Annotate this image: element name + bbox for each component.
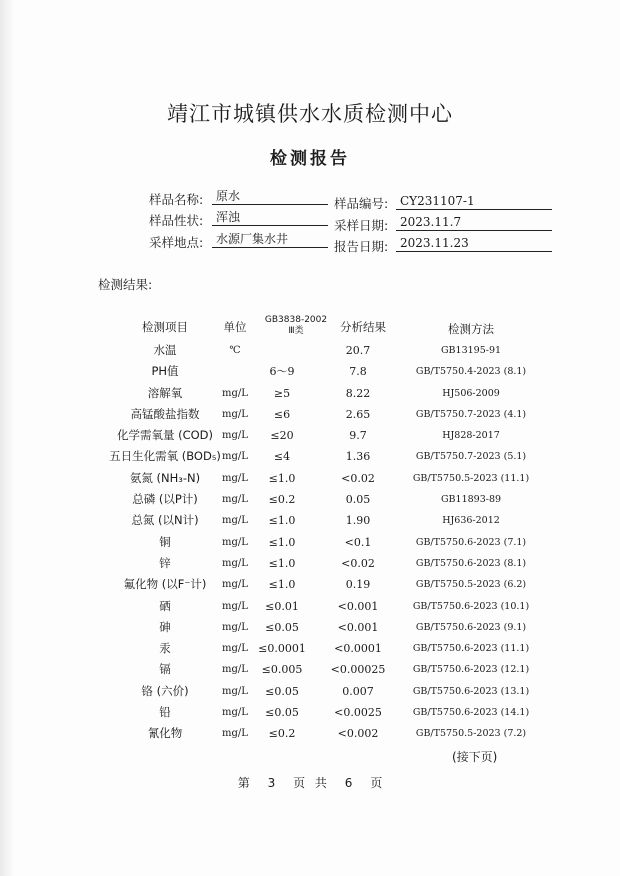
row-standard: ≤0.01 (265, 599, 299, 613)
row-unit: mg/L (222, 707, 248, 719)
row-result: 2.65 (345, 407, 371, 421)
row-standard: ≥5 (273, 386, 291, 400)
row-result: <0.02 (341, 556, 375, 570)
row-standard: ≤1.0 (268, 471, 296, 485)
row-result: 0.05 (345, 493, 371, 507)
report-date-label: 报告日期: (334, 239, 389, 254)
row-item: 铜 (159, 534, 171, 549)
table-row (0, 574, 620, 595)
table-row (0, 638, 620, 659)
row-standard: 6～9 (269, 365, 295, 379)
row-standard: ≤0.05 (265, 706, 299, 720)
row-result: 1.36 (345, 450, 371, 464)
row-method: GB/T5750.6-2023 (12.1) (412, 664, 530, 676)
footer-current-page: 3 (267, 776, 276, 790)
row-standard: ≤1.0 (268, 535, 296, 549)
row-item: 镉 (159, 662, 171, 677)
table-row (0, 446, 620, 467)
sampling-location-value: 水源厂集水井 (212, 232, 328, 248)
continued-note: (接下页) (452, 750, 498, 764)
report-date-value: 2023.11.23 (396, 236, 552, 252)
row-method: GB/T5750.5-2023 (7.2) (415, 728, 527, 740)
table-row (0, 596, 620, 617)
table-row (0, 425, 620, 446)
table-row (0, 468, 620, 489)
row-method: GB/T5750.7-2023 (4.1) (415, 408, 527, 420)
footer-prefix: 第 (237, 776, 250, 790)
row-unit: mg/L (222, 728, 248, 740)
sample-trait-value: 浑浊 (212, 210, 328, 226)
row-standard: ≤0.2 (268, 493, 296, 507)
row-method: GB/T5750.5-2023 (6.2) (415, 579, 527, 591)
row-result: <0.1 (344, 535, 372, 549)
header-unit: 单位 (223, 320, 247, 334)
row-unit: mg/L (222, 472, 248, 484)
row-item: 氟化物 (以F⁻计) (123, 577, 207, 592)
table-row (0, 723, 620, 744)
row-method: GB/T5750.7-2023 (5.1) (415, 451, 527, 463)
row-method: HJ636-2012 (442, 515, 500, 527)
header-standard-line2: Ⅲ类 (288, 326, 304, 336)
row-item: PH值 (151, 364, 179, 379)
row-method: GB/T5750.6-2023 (11.1) (412, 643, 530, 655)
row-method: GB/T5750.6-2023 (7.1) (415, 536, 527, 548)
table-row (0, 532, 620, 553)
row-unit: mg/L (222, 685, 248, 697)
row-result: <0.02 (341, 471, 375, 485)
row-unit: mg/L (222, 408, 248, 420)
row-result: 8.22 (345, 386, 371, 400)
footer-suffix: 页 (370, 776, 383, 790)
sampling-date-value: 2023.11.7 (396, 215, 552, 231)
row-item: 化学需氧量 (COD) (116, 428, 214, 443)
row-method: GB/T5750.6-2023 (8.1) (415, 557, 527, 569)
row-item: 砷 (159, 619, 171, 634)
table-row (0, 510, 620, 531)
results-label: 检测结果: (98, 277, 153, 292)
table-row (0, 702, 620, 723)
row-method: GB/T5750.6-2023 (10.1) (412, 600, 530, 612)
sampling-location-label: 采样地点: (149, 235, 204, 250)
sample-name-label: 样品名称: (149, 192, 204, 207)
row-result: <0.002 (337, 727, 379, 741)
row-unit: mg/L (222, 451, 248, 463)
table-row (0, 383, 620, 404)
results-table-body (0, 340, 620, 745)
row-result: <0.00025 (330, 663, 386, 677)
row-unit: mg/L (222, 579, 248, 591)
table-row (0, 340, 620, 361)
row-result: <0.0001 (334, 642, 382, 656)
row-method: HJ828-2017 (442, 430, 500, 442)
row-result: 9.7 (349, 429, 367, 443)
row-item: 高锰酸盐指数 (130, 406, 200, 421)
row-item: 锌 (159, 555, 171, 570)
row-unit: mg/L (222, 600, 248, 612)
row-item: 铬 (六价) (141, 683, 189, 698)
sample-trait-label: 样品性状: (149, 213, 204, 228)
row-result: <0.001 (337, 599, 379, 613)
row-item: 氨氮 (NH₃-N) (129, 470, 201, 485)
row-method: GB/T5750.4-2023 (8.1) (415, 366, 527, 378)
row-unit: mg/L (222, 664, 248, 676)
row-method: GB/T5750.6-2023 (14.1) (412, 707, 530, 719)
row-unit: mg/L (222, 621, 248, 633)
row-unit: mg/L (222, 536, 248, 548)
row-standard: ≤0.05 (265, 620, 299, 634)
row-standard: ≤0.0001 (258, 642, 306, 656)
row-item: 五日生化需氧 (BOD₅) (109, 449, 221, 464)
sample-name-value: 原水 (212, 189, 328, 205)
row-item: 溶解氧 (147, 385, 183, 400)
row-item: 汞 (159, 641, 171, 656)
row-standard: ≤1.0 (268, 556, 296, 570)
row-result: 0.19 (345, 578, 371, 592)
footer-total-pages: 6 (344, 776, 353, 790)
row-standard: ≤20 (270, 429, 294, 443)
row-unit: mg/L (222, 387, 248, 399)
row-item: 氰化物 (147, 726, 183, 741)
table-row (0, 681, 620, 702)
sample-code-value: CY231107-1 (396, 194, 552, 210)
row-method: GB/T5750.6-2023 (9.1) (415, 621, 527, 633)
row-item: 硒 (159, 598, 171, 613)
header-item: 检测项目 (142, 320, 188, 334)
row-result: <0.001 (337, 620, 379, 634)
header-standard-line1: GB3838-2002 (264, 315, 328, 325)
row-item: 水温 (153, 343, 177, 357)
sample-code-label: 样品编号: (334, 196, 389, 211)
report-title: 检测报告 (270, 149, 350, 169)
table-row (0, 361, 620, 382)
footer-mid: 页 共 (293, 776, 327, 790)
row-unit: mg/L (222, 494, 248, 506)
row-standard: ≤0.2 (268, 727, 296, 741)
row-method: GB/T5750.5-2023 (11.1) (412, 472, 530, 484)
table-row (0, 404, 620, 425)
row-unit: ℃ (229, 345, 241, 356)
row-method: GB11893-89 (440, 494, 502, 506)
row-standard: ≤1.0 (268, 578, 296, 592)
row-item: 总磷 (以P计) (132, 492, 198, 507)
row-result: <0.0025 (334, 706, 382, 720)
sampling-date-label: 采样日期: (334, 218, 389, 233)
header-result: 分析结果 (340, 320, 386, 334)
row-standard (248, 340, 316, 361)
table-row (0, 489, 620, 510)
table-row (0, 553, 620, 574)
header-method: 检测方法 (448, 322, 494, 336)
row-result: 0.007 (342, 684, 374, 698)
row-unit: mg/L (222, 430, 248, 442)
row-result: 7.8 (349, 365, 367, 379)
row-standard: ≤0.005 (261, 663, 303, 677)
row-standard: ≤0.05 (265, 684, 299, 698)
row-item: 铅 (159, 705, 171, 720)
page-footer (0, 774, 620, 791)
row-method: GB13195-91 (440, 345, 502, 356)
row-result: 20.7 (345, 344, 371, 357)
row-result: 1.90 (345, 514, 371, 528)
row-unit: mg/L (222, 643, 248, 655)
row-standard: ≤6 (273, 407, 291, 421)
row-unit: mg/L (222, 557, 248, 569)
row-item: 总氮 (以N计) (131, 513, 199, 528)
organization-title: 靖江市城镇供水水质检测中心 (167, 102, 453, 126)
row-method: HJ506-2009 (442, 387, 500, 399)
table-row (0, 659, 620, 680)
row-standard: ≤1.0 (268, 514, 296, 528)
table-row (0, 617, 620, 638)
row-method: GB/T5750.6-2023 (13.1) (412, 685, 530, 697)
row-unit: mg/L (222, 515, 248, 527)
row-standard: ≤4 (273, 450, 291, 464)
